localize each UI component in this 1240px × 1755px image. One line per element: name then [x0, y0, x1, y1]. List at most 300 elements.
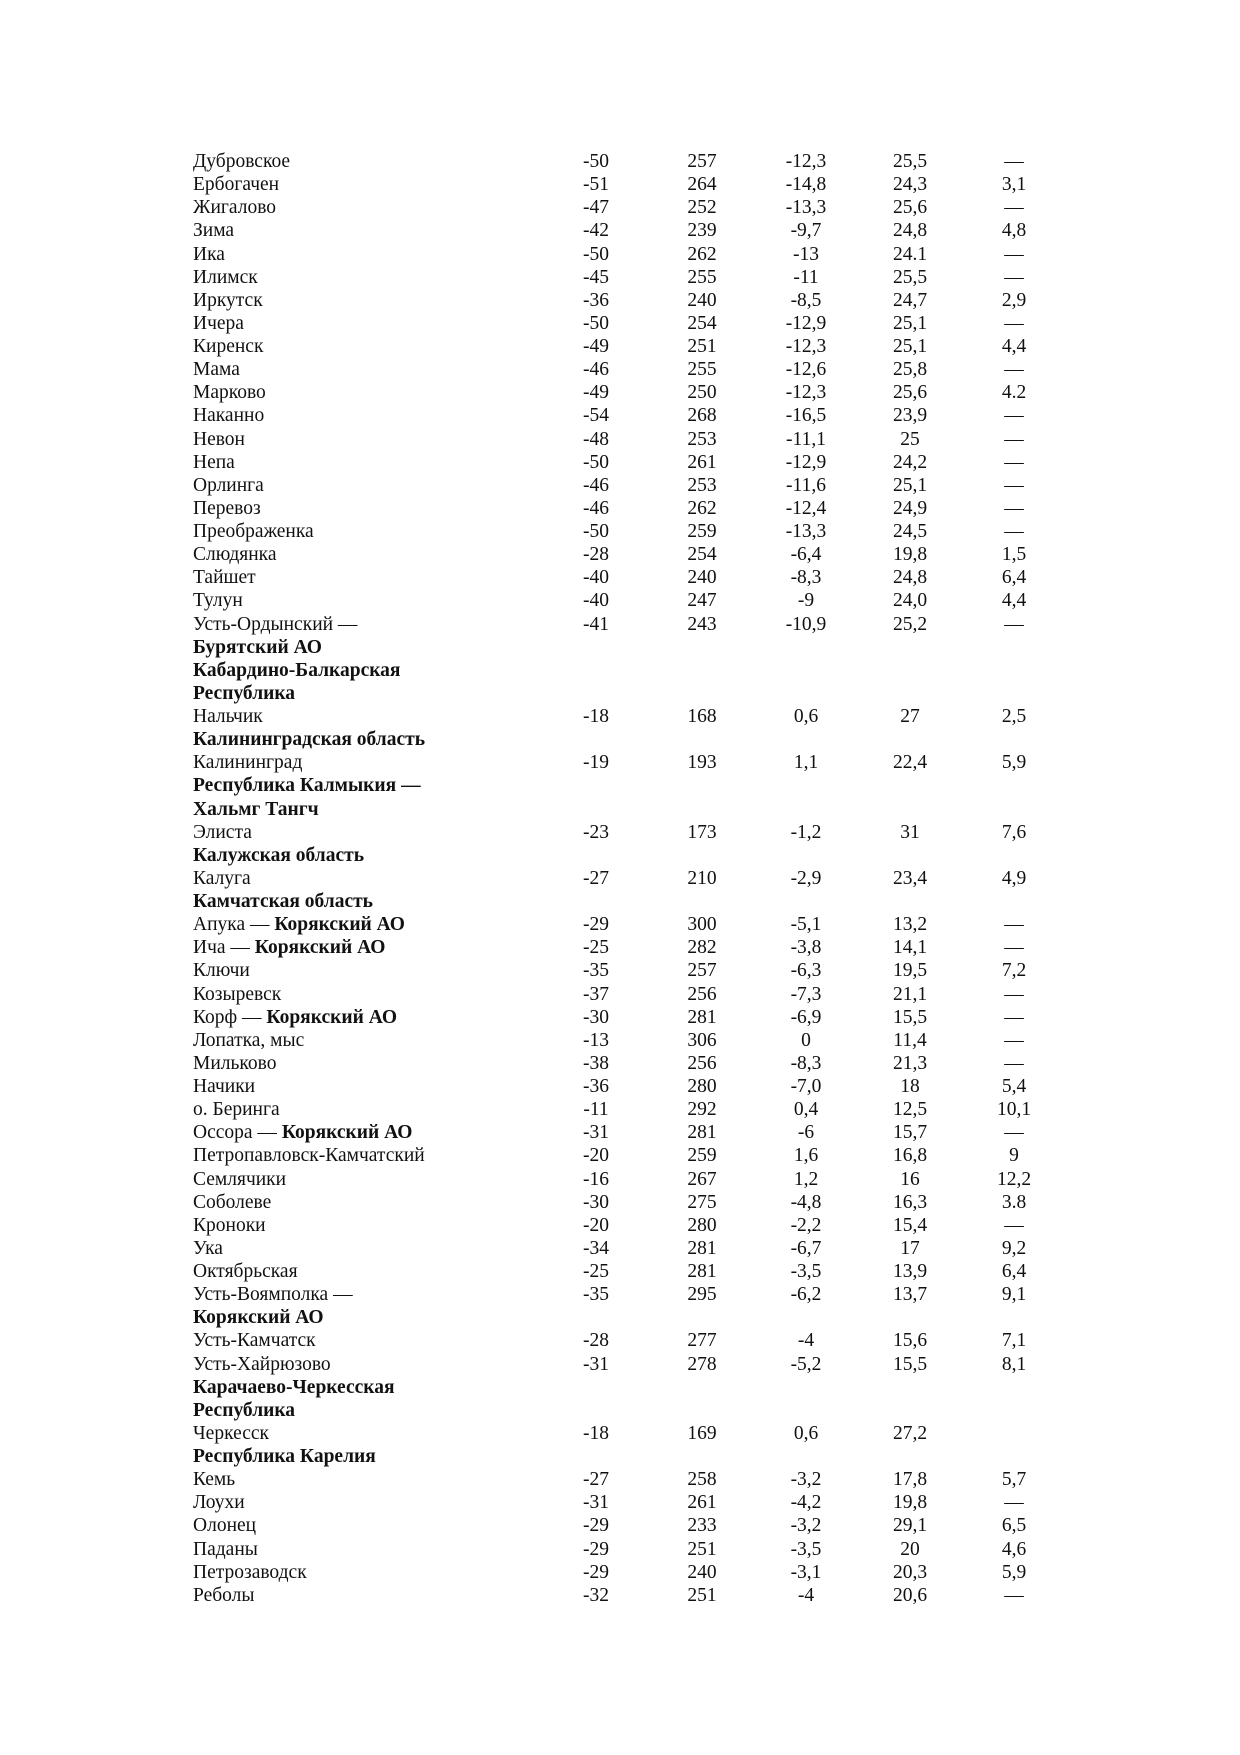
value-col-5	[936, 774, 1040, 797]
value-col-1: -18	[583, 1422, 609, 1444]
value-col-2: 255	[687, 266, 717, 288]
value-col-5	[936, 682, 1040, 705]
value-col-3: -4,2	[790, 1492, 822, 1514]
value-col-4: 24,2	[892, 451, 928, 473]
value-col-2: 280	[687, 1214, 717, 1236]
value-col-2: 277	[687, 1330, 717, 1352]
place-name-cell	[193, 1514, 570, 1537]
table-row	[193, 1191, 1040, 1214]
value-col-5: 6,5	[1001, 1515, 1027, 1537]
table-row	[193, 1538, 1040, 1561]
value-col-2: 254	[687, 312, 717, 334]
value-col-5: —	[1004, 451, 1024, 473]
value-col-1: -54	[583, 405, 609, 427]
place-name-text: Ербогачен	[193, 174, 280, 196]
value-col-4	[832, 1399, 936, 1422]
table-row	[193, 1329, 1040, 1352]
table-row	[193, 659, 1040, 682]
value-col-3: -3,5	[790, 1261, 822, 1282]
place-name-cell	[193, 1075, 570, 1098]
value-col-2: 278	[687, 1353, 717, 1375]
value-col-4: 16	[900, 1168, 920, 1190]
place-name-cell	[193, 1214, 570, 1237]
value-col-2: 261	[687, 451, 717, 473]
value-col-1: -25	[583, 937, 609, 959]
value-col-4: 19,8	[892, 544, 928, 566]
value-col-3: -4	[797, 1330, 815, 1352]
place-name-cell	[193, 1376, 570, 1399]
place-name-cell	[193, 659, 570, 682]
value-col-4: 17,8	[892, 1469, 928, 1491]
value-col-4: 16,3	[892, 1191, 928, 1213]
table-row	[193, 1121, 1040, 1144]
table-row	[193, 219, 1040, 242]
region-heading-text: Республика Калмыкия —	[193, 775, 421, 797]
value-col-1: -37	[583, 983, 609, 1005]
value-col-5	[936, 1399, 1040, 1422]
value-col-3: -11,6	[786, 474, 826, 496]
value-col-5: —	[1004, 1006, 1024, 1028]
value-col-3: -9,7	[790, 220, 822, 242]
value-col-3: -13,3	[785, 521, 827, 542]
place-name-cell	[193, 1468, 570, 1491]
value-col-5: 5,7	[1001, 1469, 1027, 1491]
value-col-2: 281	[687, 1122, 717, 1144]
value-col-5	[936, 659, 1040, 682]
value-col-1	[570, 1376, 622, 1399]
value-col-3	[728, 844, 832, 867]
value-col-2: 240	[687, 289, 717, 311]
place-name-text: Кроноки	[193, 1214, 266, 1236]
place-name-cell	[193, 358, 570, 381]
place-name-text: Ика	[193, 243, 225, 265]
place-name-text: Апука —	[193, 914, 275, 936]
place-name-text: Слюдянка	[193, 544, 277, 566]
value-col-5: —	[1004, 428, 1024, 450]
value-col-1	[570, 636, 622, 659]
table-row	[193, 1445, 1040, 1468]
value-col-5: 4,6	[1001, 1538, 1027, 1560]
table-row	[193, 751, 1040, 774]
place-name-cell	[193, 520, 570, 543]
region-heading-text: Республика Карелия	[193, 1446, 376, 1467]
value-col-4: 25,1	[892, 474, 928, 496]
place-name-text: Калининград	[193, 752, 303, 774]
value-col-2: 193	[687, 752, 717, 774]
value-col-1: -49	[583, 336, 609, 357]
table-row	[193, 1075, 1040, 1098]
place-name-text: Усть-Ордынский —	[193, 613, 358, 635]
region-heading-text: Корякский АО	[193, 1307, 324, 1329]
value-col-5: —	[1004, 151, 1024, 172]
value-col-1: -41	[583, 613, 609, 635]
value-col-4: 27,2	[892, 1422, 928, 1444]
place-name-cell	[193, 636, 570, 659]
value-col-4	[832, 1445, 936, 1468]
value-col-3: -12,9	[785, 451, 827, 473]
value-col-2: 250	[687, 382, 717, 404]
value-col-2: 210	[687, 867, 717, 889]
value-col-1: -46	[583, 474, 609, 496]
place-name-text: Невон	[193, 428, 245, 450]
value-col-4: 25,5	[892, 151, 928, 172]
place-name-cell	[193, 844, 570, 867]
region-heading-text: Бурятский АО	[193, 636, 322, 658]
value-col-5: 6,4	[1001, 567, 1027, 589]
place-name-cell	[193, 1168, 570, 1191]
value-col-4: 19,8	[892, 1492, 928, 1514]
table-body	[193, 150, 1040, 1607]
value-col-1: -50	[583, 151, 609, 172]
place-name-text: Киренск	[193, 336, 264, 357]
place-name-cell	[193, 1260, 570, 1283]
value-col-4: 20,6	[892, 1584, 928, 1606]
table-row	[193, 983, 1040, 1006]
place-name-cell	[193, 428, 570, 451]
value-col-2: 281	[687, 1006, 717, 1028]
value-col-3: 0,6	[793, 706, 819, 727]
place-name-cell	[193, 497, 570, 520]
value-col-3: -6	[797, 1122, 815, 1144]
table-row	[193, 867, 1040, 890]
table-row	[193, 705, 1040, 728]
value-col-3	[728, 1445, 832, 1468]
value-col-4: 19,5	[892, 960, 928, 982]
value-col-2	[622, 1306, 728, 1329]
place-name-cell	[193, 173, 570, 196]
value-col-2	[622, 890, 728, 913]
table-row	[193, 936, 1040, 959]
table-row	[193, 1376, 1040, 1399]
value-col-5: —	[1004, 405, 1024, 427]
value-col-5	[936, 1422, 1040, 1445]
value-col-2	[622, 774, 728, 797]
value-col-1: -27	[583, 867, 609, 889]
place-name-cell	[193, 1006, 570, 1029]
table-row	[193, 682, 1040, 705]
place-name-cell	[193, 451, 570, 474]
region-heading-text: Корякский АО	[274, 914, 405, 936]
value-col-1	[570, 1445, 622, 1468]
value-col-3: -14,8	[785, 174, 827, 196]
place-name-text: Орлинга	[193, 474, 264, 496]
table-row	[193, 613, 1040, 636]
table-row	[193, 589, 1040, 612]
value-col-3: -1,2	[790, 821, 822, 843]
place-name-cell	[193, 1098, 570, 1121]
value-col-2: 255	[687, 359, 717, 381]
value-col-5	[936, 1376, 1040, 1399]
value-col-4	[832, 682, 936, 705]
table-row	[193, 1098, 1040, 1121]
place-name-text: Кемь	[193, 1469, 236, 1491]
value-col-1: -31	[583, 1122, 609, 1144]
value-col-1: -38	[583, 1052, 609, 1074]
value-col-3: 1,1	[793, 752, 819, 774]
value-col-2: 233	[687, 1515, 717, 1537]
value-col-3: -6,7	[790, 1237, 822, 1259]
value-col-5	[936, 890, 1040, 913]
value-col-4: 24,9	[892, 497, 928, 519]
value-col-3: 0	[801, 1029, 811, 1051]
value-col-3: -5,2	[790, 1353, 822, 1375]
place-name-cell	[193, 1561, 570, 1584]
value-col-5: —	[1004, 266, 1024, 288]
value-col-5: —	[1004, 312, 1024, 334]
value-col-1: -50	[583, 243, 609, 265]
table-row	[193, 1283, 1040, 1306]
value-col-1: -20	[583, 1214, 609, 1236]
value-col-5: 9,1	[1001, 1284, 1027, 1306]
table-row	[193, 1491, 1040, 1514]
value-col-3: -6,2	[790, 1284, 822, 1306]
value-col-4: 25,5	[892, 266, 928, 288]
value-col-4: 27	[900, 706, 920, 727]
value-col-5: 9	[1009, 1145, 1019, 1167]
place-name-cell	[193, 728, 570, 751]
value-col-2: 275	[687, 1191, 717, 1213]
value-col-3	[728, 774, 832, 797]
region-heading-text: Карачаево-Черкесская	[193, 1376, 395, 1398]
value-col-4	[832, 1306, 936, 1329]
table-row	[193, 1561, 1040, 1584]
value-col-4: 16,8	[892, 1145, 928, 1167]
value-col-1	[570, 659, 622, 682]
value-col-1: -29	[583, 1515, 609, 1537]
value-col-5: 4.2	[1001, 382, 1027, 404]
value-col-1: -36	[583, 1076, 609, 1097]
value-col-3	[728, 798, 832, 821]
table-row	[193, 566, 1040, 589]
place-name-cell	[193, 219, 570, 242]
value-col-2: 169	[687, 1422, 717, 1444]
value-col-4: 13,7	[892, 1284, 928, 1306]
value-col-1: -45	[583, 266, 609, 288]
value-col-2	[622, 798, 728, 821]
table-row	[193, 358, 1040, 381]
place-name-text: Октябрьская	[193, 1261, 298, 1282]
table-row	[193, 1353, 1040, 1376]
place-name-text: Усть-Хайрюзово	[193, 1353, 331, 1375]
value-col-3	[728, 890, 832, 913]
place-name-text: Илимск	[193, 266, 258, 288]
place-name-text: Мама	[193, 359, 240, 381]
table-row	[193, 774, 1040, 797]
value-col-2: 268	[687, 405, 717, 427]
value-col-2	[622, 682, 728, 705]
value-col-5: 2,9	[1001, 289, 1027, 311]
value-col-2: 257	[687, 151, 717, 172]
place-name-text: о. Беринга	[193, 1099, 280, 1121]
place-name-cell	[193, 774, 570, 797]
value-col-5: 3,1	[1001, 174, 1027, 196]
value-col-4: 25,1	[892, 312, 928, 334]
value-col-1: -50	[583, 312, 609, 334]
place-name-text: Паданы	[193, 1538, 258, 1560]
value-col-5	[936, 1445, 1040, 1468]
value-col-3: -12,6	[785, 359, 827, 381]
place-name-text: Усть-Камчатск	[193, 1330, 316, 1352]
value-col-2: 239	[687, 220, 717, 242]
place-name-text: Непа	[193, 451, 235, 473]
place-name-cell	[193, 404, 570, 427]
value-col-5: —	[1004, 497, 1024, 519]
value-col-5: 4,8	[1001, 220, 1027, 242]
value-col-4: 29,1	[892, 1515, 928, 1537]
value-col-3: -12,4	[785, 497, 827, 519]
value-col-5: 2,5	[1001, 706, 1027, 727]
value-col-2	[622, 728, 728, 751]
value-col-2: 251	[687, 1538, 717, 1560]
value-col-1	[570, 774, 622, 797]
table-row	[193, 844, 1040, 867]
place-name-text: Корф —	[193, 1006, 267, 1028]
value-col-1: -34	[583, 1237, 609, 1259]
place-name-text: Олонец	[193, 1515, 257, 1537]
place-name-cell	[193, 959, 570, 982]
place-name-cell	[193, 983, 570, 1006]
value-col-4: 15,5	[892, 1006, 928, 1028]
place-name-text: Ича —	[193, 937, 255, 959]
value-col-1: -25	[583, 1261, 609, 1282]
value-col-5: 1,5	[1001, 544, 1027, 566]
place-name-cell	[193, 1353, 570, 1376]
place-name-text: Жигалово	[193, 197, 277, 219]
value-col-4	[832, 844, 936, 867]
value-col-4: 25	[900, 428, 920, 450]
table-row	[193, 1260, 1040, 1283]
value-col-4: 13,9	[892, 1261, 928, 1282]
table-row	[193, 1306, 1040, 1329]
table-row	[193, 474, 1040, 497]
value-col-5: 5,4	[1001, 1076, 1027, 1097]
place-name-cell	[193, 381, 570, 404]
region-heading-text: Республика	[193, 682, 296, 704]
value-col-2: 168	[687, 706, 717, 727]
place-name-text: Лопатка, мыс	[193, 1029, 305, 1051]
region-heading-text: Камчатская область	[193, 891, 373, 912]
value-col-5: 12,2	[996, 1168, 1032, 1190]
value-col-3: -6,9	[790, 1006, 822, 1028]
value-col-1: -16	[583, 1168, 609, 1190]
value-col-1: -40	[583, 567, 609, 589]
value-col-1	[570, 1306, 622, 1329]
place-name-cell	[193, 751, 570, 774]
value-col-2: 259	[687, 1145, 717, 1167]
value-col-5: —	[1004, 197, 1024, 219]
place-name-cell	[193, 474, 570, 497]
place-name-text: Козыревск	[193, 983, 282, 1005]
value-col-2: 257	[687, 960, 717, 982]
place-name-cell	[193, 1052, 570, 1075]
value-col-3: 1,6	[793, 1145, 819, 1167]
value-col-1: -29	[583, 1538, 609, 1560]
value-col-5: —	[1004, 914, 1024, 936]
value-col-2	[622, 844, 728, 867]
value-col-1: -18	[583, 706, 609, 727]
table-row	[193, 1237, 1040, 1260]
place-name-cell	[193, 150, 570, 173]
place-name-text: Калуга	[193, 867, 251, 889]
value-col-2: 292	[687, 1099, 717, 1121]
place-name-cell	[193, 1329, 570, 1352]
value-col-1: -50	[583, 451, 609, 473]
value-col-3	[728, 682, 832, 705]
value-col-3: -4,8	[790, 1191, 822, 1213]
place-name-cell	[193, 1306, 570, 1329]
value-col-1: -23	[583, 821, 609, 843]
value-col-2: 295	[687, 1284, 717, 1306]
value-col-5: 7,2	[1001, 960, 1027, 982]
table-row	[193, 821, 1040, 844]
value-col-2: 251	[687, 336, 717, 357]
value-col-4: 11,4	[893, 1029, 927, 1051]
place-name-cell	[193, 1191, 570, 1214]
value-col-4: 23,4	[892, 867, 928, 889]
value-col-1: -36	[583, 289, 609, 311]
place-name-cell	[193, 913, 570, 936]
place-name-cell	[193, 798, 570, 821]
value-col-2: 243	[687, 613, 717, 635]
table-row	[193, 543, 1040, 566]
value-col-2: 258	[687, 1469, 717, 1491]
table-row	[193, 497, 1040, 520]
value-col-5: —	[1004, 1492, 1024, 1514]
value-col-5: —	[1004, 1122, 1024, 1144]
value-col-1: -46	[583, 359, 609, 381]
value-col-1: -42	[583, 220, 609, 242]
region-heading-text: Республика	[193, 1399, 296, 1421]
value-col-4	[832, 798, 936, 821]
place-name-cell	[193, 243, 570, 266]
value-col-1: -49	[583, 382, 609, 404]
place-name-cell	[193, 1237, 570, 1260]
value-col-1: -47	[583, 197, 609, 219]
value-col-4: 15,4	[892, 1214, 928, 1236]
value-col-5	[936, 844, 1040, 867]
value-col-5: —	[1004, 1214, 1024, 1236]
value-col-3: -8,5	[790, 289, 822, 311]
value-col-3: -2,2	[790, 1214, 822, 1236]
value-col-5: 5,9	[1001, 1561, 1027, 1583]
place-name-cell	[193, 196, 570, 219]
place-name-cell	[193, 682, 570, 705]
table-row	[193, 636, 1040, 659]
value-col-1: -32	[583, 1584, 609, 1606]
value-col-1: -51	[583, 174, 609, 196]
value-col-3: -6,4	[790, 544, 822, 566]
value-col-3: -12,3	[785, 151, 827, 172]
value-col-1: -28	[583, 1330, 609, 1352]
place-name-cell	[193, 566, 570, 589]
value-col-3: -11,1	[786, 428, 826, 450]
table-row	[193, 798, 1040, 821]
value-col-1: -35	[583, 1284, 609, 1306]
value-col-5: —	[1004, 359, 1024, 381]
value-col-4: 21,1	[892, 983, 928, 1005]
value-col-2	[622, 1445, 728, 1468]
place-name-cell	[193, 1538, 570, 1561]
table-row	[193, 404, 1040, 427]
value-col-5: —	[1004, 521, 1024, 542]
table-row	[193, 1029, 1040, 1052]
value-col-4: 13,2	[892, 914, 928, 936]
value-col-5: 10,1	[996, 1099, 1032, 1121]
value-col-1: -40	[583, 590, 609, 612]
value-col-1: -28	[583, 544, 609, 566]
value-col-1	[570, 844, 622, 867]
value-col-4: 24.1	[892, 243, 928, 265]
